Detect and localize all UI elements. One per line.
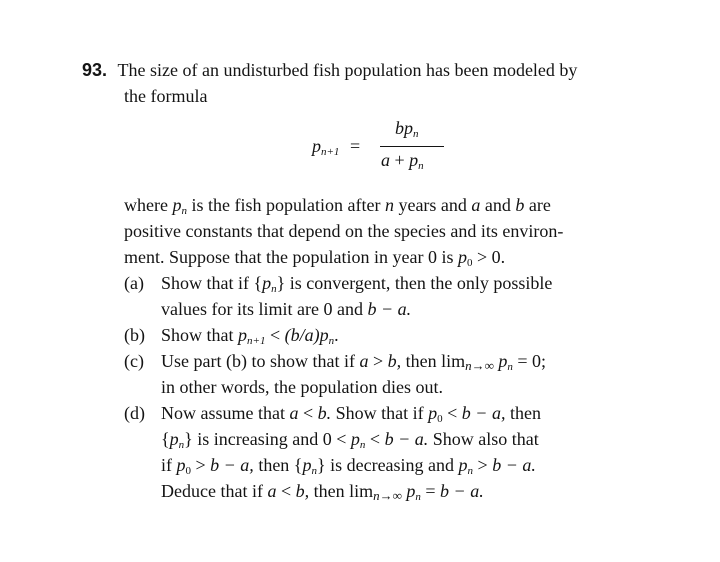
denominator-p: p xyxy=(409,150,419,170)
formula-denominator xyxy=(381,150,424,171)
part-d-l4-b: b, xyxy=(295,481,310,501)
where-line-2: positive constants that depend on the species and its environ- xyxy=(124,221,564,241)
part-d-l3-p0: p xyxy=(176,455,186,475)
part-a-line-1 xyxy=(124,271,552,295)
where-are: are xyxy=(528,195,551,215)
part-c-b: b, xyxy=(387,351,402,371)
part-d-l2-post: Show also that xyxy=(432,429,539,449)
part-d-l2-lt: < xyxy=(369,429,381,449)
part-d-l2-p2: p xyxy=(350,429,360,449)
part-d-label: (d) xyxy=(124,403,145,423)
part-d-l2-p2-sub: n xyxy=(359,439,366,451)
part-d-l3-p2: p xyxy=(458,455,468,475)
part-d-l3-p-sub: n xyxy=(311,465,317,477)
part-d-l4-p: p xyxy=(406,481,416,501)
part-d-l1-b: b. xyxy=(317,403,332,423)
part-d-l3-gt: > xyxy=(195,455,206,475)
part-a-line2-text: values for its limit are 0 and xyxy=(161,299,363,319)
var-n: n xyxy=(384,195,394,215)
part-c-label: (c) xyxy=(124,351,144,371)
part-c-p: p xyxy=(498,351,508,371)
formula-lhs xyxy=(312,136,360,157)
part-d-l1-p0-sub: 0 xyxy=(437,413,443,425)
part-d-l1-a: a xyxy=(289,403,299,423)
intro-line-1: The size of an undisturbed fish population has been modeled by xyxy=(117,60,578,80)
part-d-l4-pre: Deduce that if xyxy=(161,481,263,501)
where-line-3 xyxy=(124,245,505,269)
p0-gt-zero: > 0. xyxy=(476,247,506,267)
var-p-sub: n xyxy=(181,205,187,217)
part-d-line-3 xyxy=(161,453,536,477)
fraction-bar xyxy=(380,146,444,147)
var-p: p xyxy=(172,195,182,215)
formula-lhs-var: p xyxy=(312,136,321,156)
part-c-line-2: in other words, the population dies out. xyxy=(161,377,443,397)
part-b-p2: p xyxy=(319,325,329,345)
intro-line-2: the formula xyxy=(124,86,208,106)
part-c-pre: Use part (b) to show that if xyxy=(161,351,355,371)
part-d-l2-p-sub: n xyxy=(178,439,185,451)
where-line-1 xyxy=(124,193,551,217)
where-line3-text: ment. Suppose that the population in year 0 is xyxy=(124,247,454,267)
part-d-l1-bma: b − a, xyxy=(461,403,506,423)
where-mid2: years and xyxy=(398,195,467,215)
part-d-line-4 xyxy=(161,479,484,503)
part-b-p1: p xyxy=(238,325,248,345)
formula-numerator xyxy=(395,118,419,139)
part-c-line-1 xyxy=(124,349,546,373)
part-d-l3-pre: if xyxy=(161,455,172,475)
part-d-l3-bma2: b − a. xyxy=(492,455,536,475)
part-d-l4-p-sub: n xyxy=(415,491,421,503)
part-a-label: (a) xyxy=(124,273,144,293)
part-c-a: a xyxy=(359,351,369,371)
part-d-l1-then: then xyxy=(509,403,541,423)
part-d-l2-bma: b − a. xyxy=(384,429,429,449)
part-d-l3-bma: b − a, xyxy=(210,455,254,475)
denominator-plus: + xyxy=(394,150,405,170)
problem-number: 93. xyxy=(82,60,108,80)
part-d-l1-p0: p xyxy=(428,403,438,423)
part-b-label: (b) xyxy=(124,325,145,345)
part-d-l3-p: p xyxy=(302,455,312,475)
part-d-l2-mid: } is increasing and 0 < xyxy=(184,429,347,449)
part-a-b-minus-a: b − a. xyxy=(367,299,412,319)
part-a-p-sub: n xyxy=(271,283,277,295)
part-d-line-2 xyxy=(161,427,539,451)
denominator-a: a xyxy=(381,150,390,170)
part-a-post: } is convergent, then the only possible xyxy=(276,273,553,293)
part-d-l4-eq: = xyxy=(425,481,436,501)
formula-equals: = xyxy=(349,136,361,156)
part-c-eq: = 0; xyxy=(517,351,547,371)
part-d-l3-mid: then { xyxy=(258,455,303,475)
part-a-line-2 xyxy=(161,297,411,321)
part-d-l3-p2-sub: n xyxy=(467,465,474,477)
p0-var: p xyxy=(457,247,467,267)
part-d-l3-p0-sub: 0 xyxy=(185,465,191,477)
part-b-p2-sub: n xyxy=(328,335,335,347)
part-d-l3-mid2: } is decreasing and xyxy=(316,455,455,475)
part-d-l4-bma: b − a. xyxy=(440,481,484,501)
part-d-l1-lt2: < xyxy=(447,403,458,423)
part-c-lim-sub: n→∞ xyxy=(465,358,494,373)
part-d-l4-lim-sub: n→∞ xyxy=(373,488,402,503)
part-b-lt: < xyxy=(269,325,281,345)
part-d-l2-open: { xyxy=(161,429,170,449)
where-word: where xyxy=(124,195,168,215)
var-a: a xyxy=(471,195,481,215)
part-c-then: then lim xyxy=(405,351,466,371)
part-b-pre: Show that xyxy=(161,325,234,345)
part-d-l1-lt: < xyxy=(302,403,314,423)
numerator-text: bp xyxy=(395,118,413,138)
problem-header xyxy=(82,58,577,82)
part-a-p: p xyxy=(262,273,272,293)
part-d-l1-mid: Show that if xyxy=(335,403,424,423)
p0-sub: 0 xyxy=(466,257,473,269)
denominator-sub: n xyxy=(418,160,424,172)
part-a-pre: Show that if { xyxy=(161,273,263,293)
part-c-gt: > xyxy=(372,351,384,371)
part-d-l1-pre: Now assume that xyxy=(161,403,285,423)
part-b-line xyxy=(124,323,339,347)
part-d-l3-gt2: > xyxy=(477,455,488,475)
var-b: b xyxy=(515,195,525,215)
where-and: and xyxy=(484,195,511,215)
part-d-l2-p: p xyxy=(169,429,179,449)
part-d-line-1 xyxy=(124,401,541,425)
part-c-p-sub: n xyxy=(507,361,513,373)
formula-lhs-sub: n+1 xyxy=(321,146,340,158)
part-b-dot: . xyxy=(334,325,339,345)
part-d-l4-a: a xyxy=(267,481,277,501)
part-b-p1-sub: n+1 xyxy=(247,335,266,347)
numerator-sub: n xyxy=(413,128,419,140)
where-mid: is the fish population after xyxy=(191,195,381,215)
part-d-l4-lt: < xyxy=(280,481,292,501)
part-d-l4-then: then lim xyxy=(313,481,374,501)
part-b-ratio: (b/a) xyxy=(284,325,320,345)
